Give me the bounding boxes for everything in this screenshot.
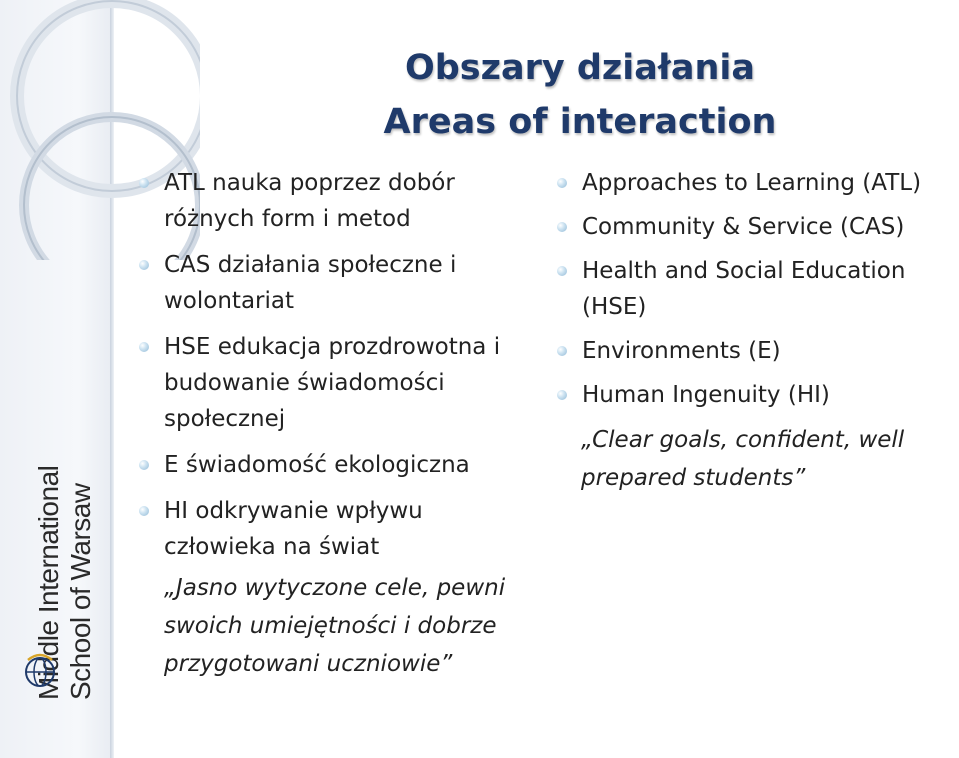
- logo-line-1: Middle International: [33, 465, 64, 700]
- areas-list-english: [556, 165, 956, 421]
- bullet-icon: [557, 346, 567, 356]
- list-item: Environments (E): [556, 333, 956, 369]
- motto-english: „Clear goals, confident, well prepared students”: [581, 427, 905, 491]
- list-item: Health and Social Education (HSE): [556, 253, 956, 325]
- bullet-icon: [557, 222, 567, 232]
- slide-title-english: Areas of interaction: [383, 102, 777, 142]
- school-logo: [0, 0, 112, 758]
- bullet-icon: [139, 342, 149, 352]
- list-item: Approaches to Learning (ATL): [556, 165, 956, 201]
- bullet-icon: [139, 460, 149, 470]
- bullet-icon: [557, 266, 567, 276]
- logo-line-2: School of Warsaw: [65, 483, 96, 700]
- list-item: CAS działania społeczne i wolontariat: [138, 247, 538, 319]
- areas-list-polish: [138, 165, 538, 575]
- list-item: Human Ingenuity (HI): [556, 377, 956, 413]
- bullet-icon: [557, 390, 567, 400]
- list-item: ATL nauka poprzez dobór różnych form i metod: [138, 165, 538, 237]
- list-item: HSE edukacja prozdrowotna i budowanie świadomości społecznej: [138, 329, 538, 437]
- bullet-icon: [557, 178, 567, 188]
- list-item: Community & Service (CAS): [556, 209, 956, 245]
- list-item: E świadomość ekologiczna: [138, 447, 538, 483]
- bullet-icon: [139, 178, 149, 188]
- slide-title-polish: Obszary działania: [404, 48, 756, 88]
- bullet-icon: [139, 506, 149, 516]
- list-item: HI odkrywanie wpływu człowieka na świat: [138, 493, 538, 565]
- motto-polish: „Jasno wytyczone cele, pewni swoich umiejętności i dobrze przygotowani uczniowie”: [164, 575, 506, 677]
- bullet-icon: [139, 260, 149, 270]
